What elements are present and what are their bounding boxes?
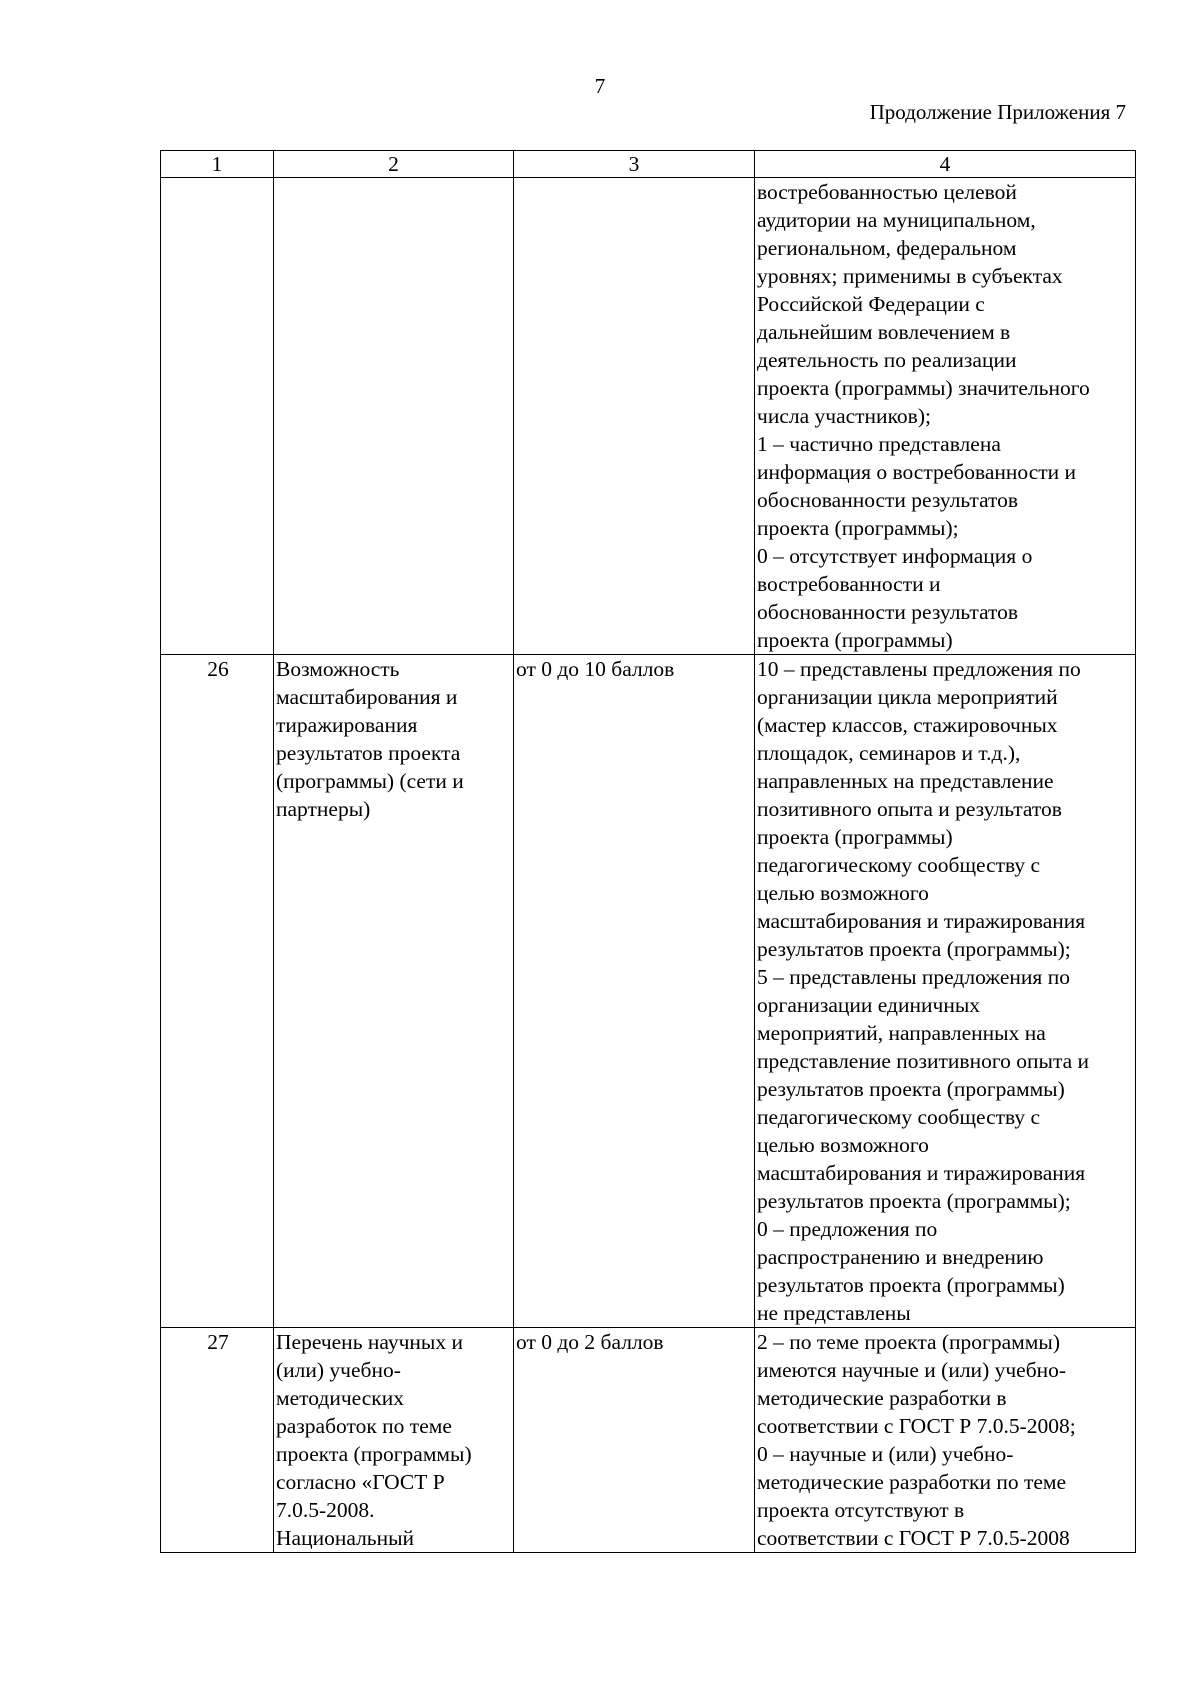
page-number: 7 xyxy=(594,74,606,98)
column-header: 1 xyxy=(161,151,274,178)
table-row xyxy=(161,178,1136,655)
column-header: 2 xyxy=(274,151,514,178)
description-cell: 10 – представлены предложения по организации цикла мероприятий (мастер классов, стажировочных площадок, семинаров и т.д.), направленных на представление позитивного опыта и результатов проекта (программы) педагогическому сообществу с целью возможного масштабирования и тиражирования результатов проекта (программы); 5 – представлены предложения по организации единичных мероприятий, направленных на представление позитивного опыта и результатов проекта (программы) педагогическому сообществу с целью возможного масштабирования и тиражирования результатов проекта (программы); 0 – предложения по распространению и внедрению результатов проекта (программы) не представлены xyxy=(755,655,1136,1328)
score-cell xyxy=(514,178,755,655)
appendix-continuation-label: Продолжение Приложения 7 xyxy=(869,100,1126,124)
table-header-row xyxy=(161,151,1136,178)
criteria-table xyxy=(160,150,1136,1553)
column-header: 4 xyxy=(755,151,1136,178)
criterion-cell xyxy=(274,178,514,655)
description-cell: востребованностью целевой аудитории на муниципальном, региональном, федеральном уровнях; применимы в субъектах Российской Федерации с дальнейшим вовлечением в деятельность по реализации проекта (программы) значительного числа участников); 1 – частично представлена информация о востребованности и обоснованности результатов проекта (программы); 0 – отсутствует информация о востребованности и обоснованности результатов проекта (программы) xyxy=(755,178,1136,655)
criterion-cell: Возможность масштабирования и тиражирования результатов проекта (программы) (сети и партнеры) xyxy=(274,655,514,1328)
column-header: 3 xyxy=(514,151,755,178)
table-row xyxy=(161,1328,1136,1553)
row-number: 26 xyxy=(161,655,274,1328)
criterion-cell: Перечень научных и (или) учебно- методических разработок по теме проекта (программы) согласно «ГОСТ Р 7.0.5-2008. Национальный xyxy=(274,1328,514,1553)
row-number: 27 xyxy=(161,1328,274,1553)
score-cell: от 0 до 2 баллов xyxy=(514,1328,755,1553)
description-cell: 2 – по теме проекта (программы) имеются научные и (или) учебно- методические разработки в соответствии с ГОСТ Р 7.0.5-2008; 0 – научные и (или) учебно- методические разработки по теме проекта отсутствуют в соответствии с ГОСТ Р 7.0.5-2008 xyxy=(755,1328,1136,1553)
table-row xyxy=(161,655,1136,1328)
row-number xyxy=(161,178,274,655)
score-cell: от 0 до 10 баллов xyxy=(514,655,755,1328)
